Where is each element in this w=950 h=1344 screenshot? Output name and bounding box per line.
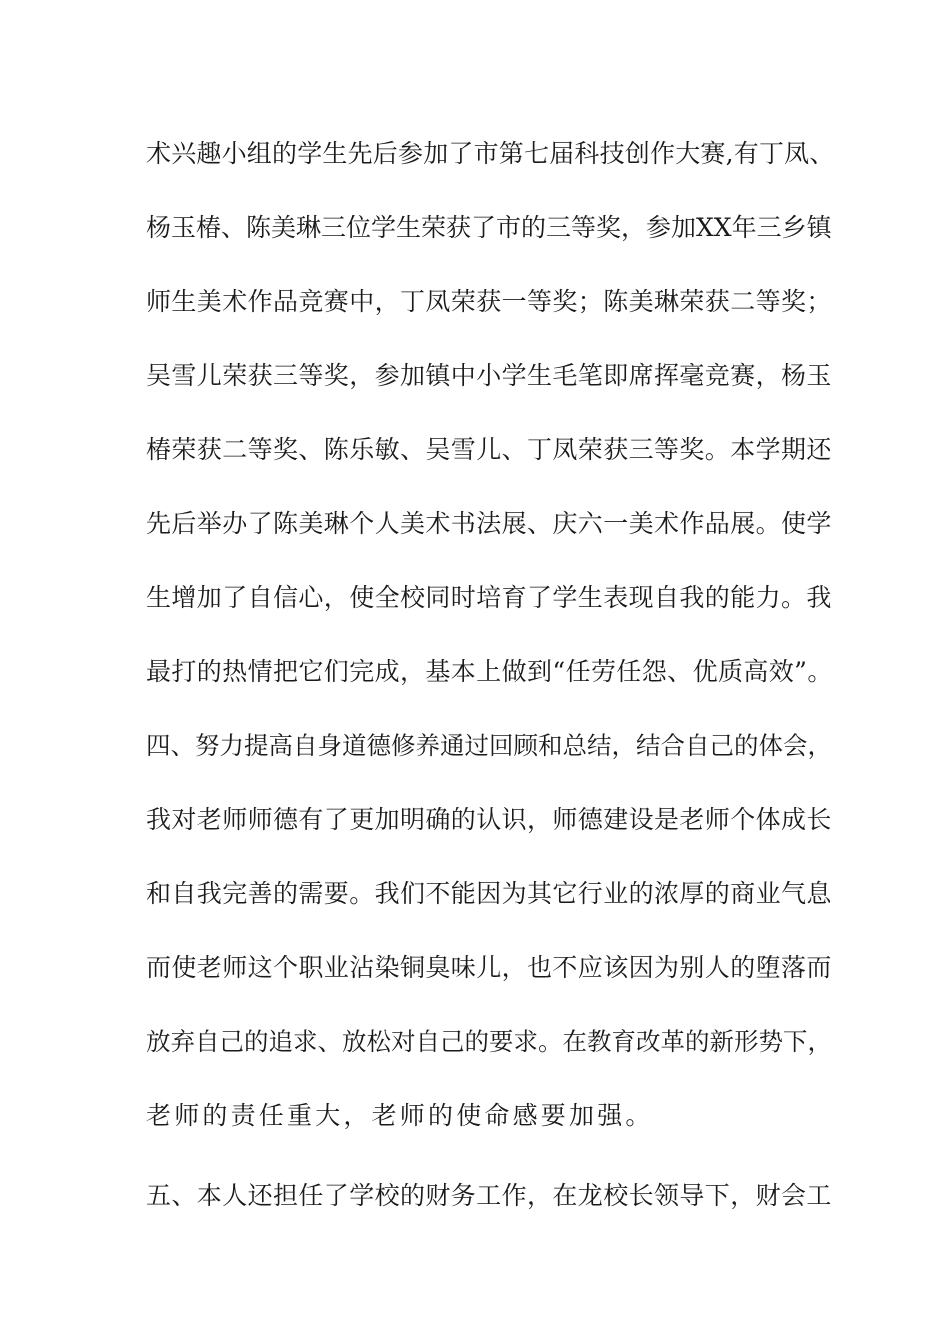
paragraph-line: 老师的责任重大，老师的使命感要加强。 bbox=[146, 1101, 654, 1130]
paragraph-line: 放弃自己的追求、放松对自己的要求。在教育改革的新形势下， bbox=[146, 1027, 832, 1056]
paragraph-line: 杨玉椿、陈美琳三位学生荣获了市的三等奖，参加XX年三乡镇 bbox=[146, 213, 832, 242]
paragraph-line: 生增加了自信心，使全校同时培育了学生表现自我的能力。我 bbox=[146, 583, 832, 612]
paragraph-line: 师生美术作品竞赛中，丁凤荣获一等奖；陈美琳荣获二等奖； bbox=[146, 287, 832, 316]
section-heading-line: 五、本人还担任了学校的财务工作，在龙校长领导下，财会工 bbox=[146, 1181, 832, 1210]
paragraph-line: 术兴趣小组的学生先后参加了市第七届科技创作大赛,有丁凤、 bbox=[146, 139, 835, 168]
paragraph-line: 我对老师师德有了更加明确的认识，师德建设是老师个体成长 bbox=[146, 805, 832, 834]
section-heading-line: 四、努力提高自身道德修养通过回顾和总结，结合自己的体会， bbox=[146, 731, 832, 760]
paragraph-line: 最打的热情把它们完成，基本上做到“任劳任怨、优质高效”。 bbox=[146, 657, 833, 686]
paragraph-line: 椿荣获二等奖、陈乐敏、吴雪儿、丁凤荣获三等奖。本学期还 bbox=[146, 435, 832, 464]
paragraph-line: 吴雪儿荣获三等奖，参加镇中小学生毛笔即席挥毫竞赛，杨玉 bbox=[146, 361, 832, 390]
paragraph-line: 先后举办了陈美琳个人美术书法展、庆六一美术作品展。使学 bbox=[146, 509, 832, 538]
paragraph-line: 而使老师这个职业沾染铜臭味儿，也不应该因为别人的堕落而 bbox=[146, 953, 832, 982]
paragraph-line: 和自我完善的需要。我们不能因为其它行业的浓厚的商业气息 bbox=[146, 879, 832, 908]
